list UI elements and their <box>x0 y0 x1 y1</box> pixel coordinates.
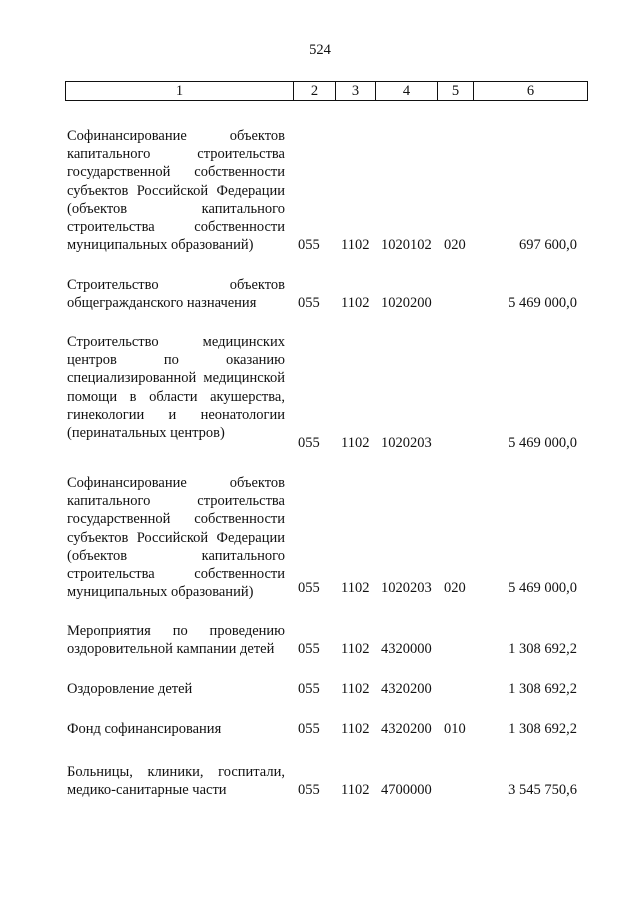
row-code: 055 <box>298 681 320 697</box>
row-article: 1020203 <box>381 580 432 596</box>
row-section: 1102 <box>341 721 370 737</box>
row-amount: 1 308 692,2 <box>508 681 577 697</box>
column-header-4: 4 <box>376 82 438 101</box>
row-article: 4320200 <box>381 681 432 697</box>
row-type: 020 <box>444 237 466 253</box>
row-article: 1020102 <box>381 237 432 253</box>
row-name: Софинансирование объектов капитального строительства государственной собственности субъектов Российской Федерации (объектов капитального строительства собственности муниципальных образований) <box>67 128 285 254</box>
row-amount: 1 308 692,2 <box>508 721 577 737</box>
row-section: 1102 <box>341 681 370 697</box>
row-name: Фонд софинансирования <box>67 721 222 737</box>
row-section: 1102 <box>341 782 370 798</box>
row-code: 055 <box>298 237 320 253</box>
row-name: Оздоровление детей <box>67 681 193 697</box>
column-header-1: 1 <box>66 82 294 101</box>
row-code: 055 <box>298 295 320 311</box>
column-header-5: 5 <box>438 82 474 101</box>
row-section: 1102 <box>341 435 370 451</box>
row-name: Больницы, клиники, госпитали, медико-санитарные части <box>67 764 285 799</box>
row-section: 1102 <box>341 237 370 253</box>
row-name: Строительство объектов общегражданского назначения <box>67 277 285 312</box>
row-article: 4320200 <box>381 721 432 737</box>
row-article: 1020200 <box>381 295 432 311</box>
row-name: Мероприятия по проведению оздоровительной кампании детей <box>67 623 285 658</box>
row-amount: 3 545 750,6 <box>508 782 577 798</box>
row-type: 010 <box>444 721 466 737</box>
row-amount: 1 308 692,2 <box>508 641 577 657</box>
column-header-2: 2 <box>294 82 336 101</box>
page-number: 524 <box>309 42 331 58</box>
row-code: 055 <box>298 641 320 657</box>
row-section: 1102 <box>341 295 370 311</box>
row-article: 4320000 <box>381 641 432 657</box>
row-amount: 5 469 000,0 <box>508 295 577 311</box>
row-code: 055 <box>298 435 320 451</box>
row-code: 055 <box>298 782 320 798</box>
row-amount: 5 469 000,0 <box>508 580 577 596</box>
column-header-6: 6 <box>474 82 588 101</box>
row-name: Софинансирование объектов капитального строительства государственной собственности субъектов Российской Федерации (объектов капитального строительства собственности муниципальных образований) <box>67 475 285 601</box>
row-section: 1102 <box>341 641 370 657</box>
row-code: 055 <box>298 580 320 596</box>
row-amount: 697 600,0 <box>519 237 577 253</box>
column-header-3: 3 <box>336 82 376 101</box>
row-amount: 5 469 000,0 <box>508 435 577 451</box>
row-article: 1020203 <box>381 435 432 451</box>
row-name: Строительство медицинских центров по оказанию специализированной медицинской помощи в области акушерства, гинекологии и неонатологии (перинатальных центров) <box>67 334 285 442</box>
row-type: 020 <box>444 580 466 596</box>
row-code: 055 <box>298 721 320 737</box>
row-article: 4700000 <box>381 782 432 798</box>
row-section: 1102 <box>341 580 370 596</box>
